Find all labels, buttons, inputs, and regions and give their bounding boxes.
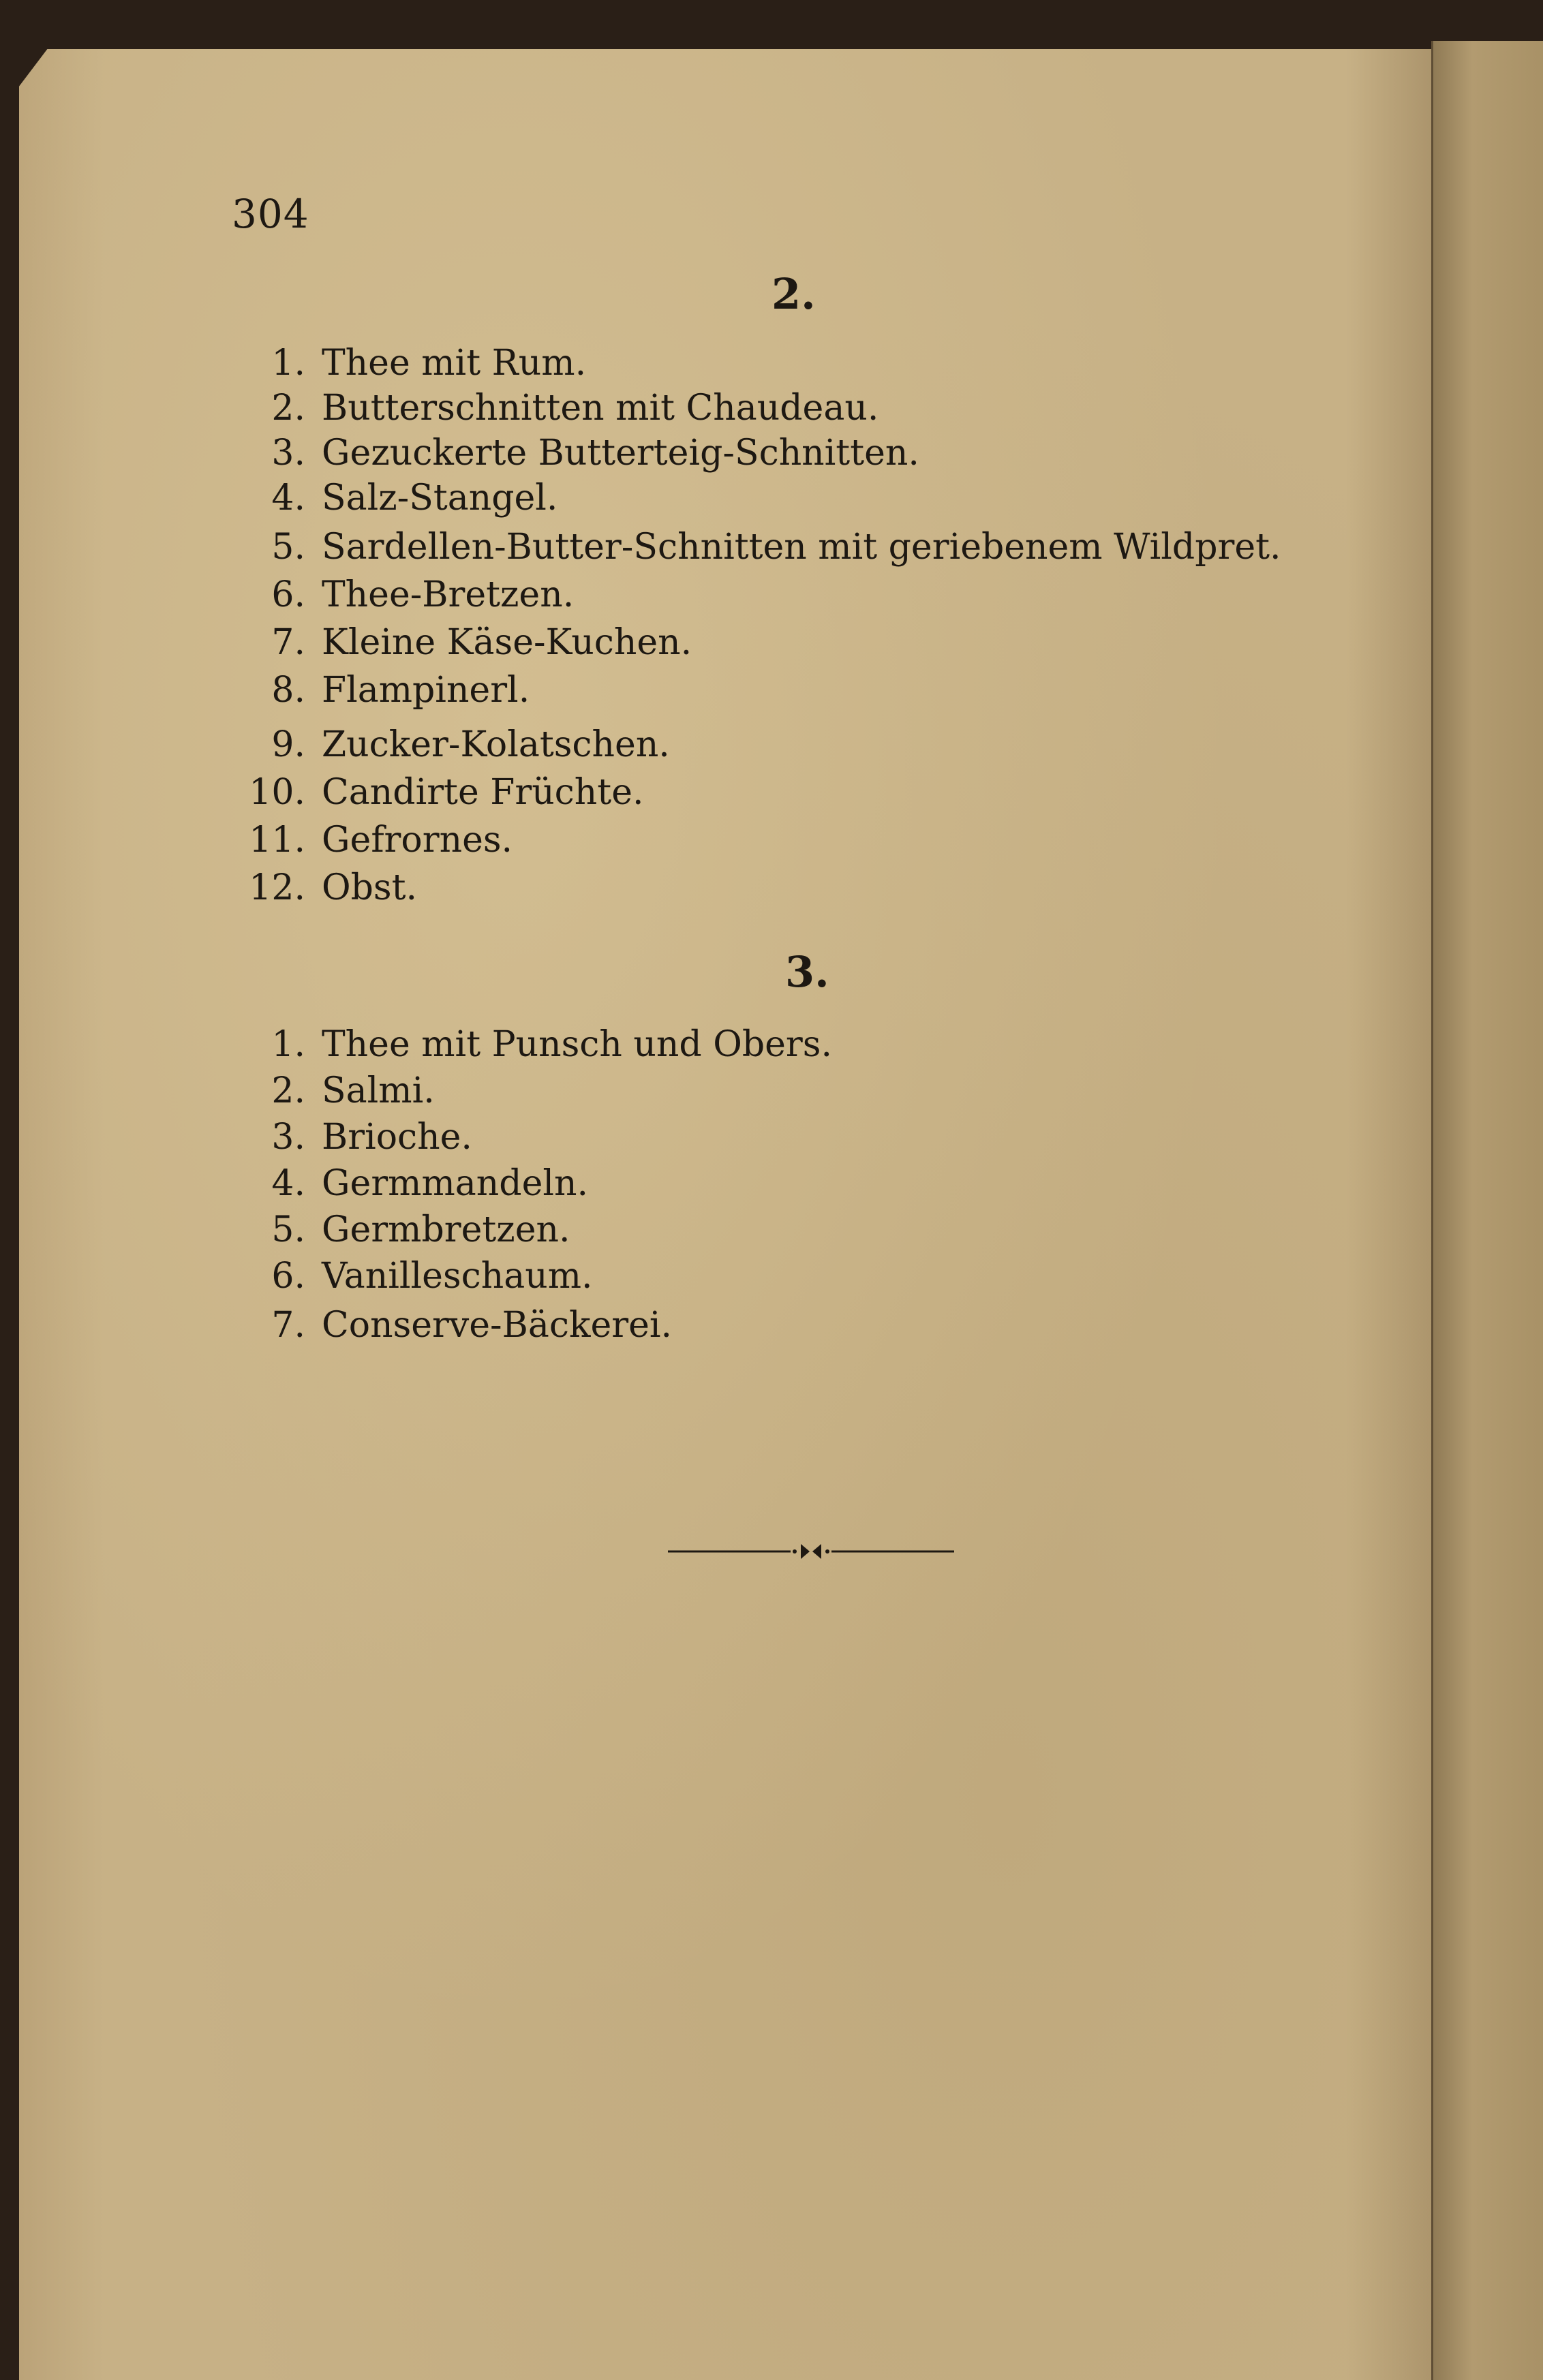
item-text: Vanilleschaum. bbox=[322, 1256, 593, 1297]
item-number: 4. bbox=[271, 478, 305, 519]
ornament-divider bbox=[668, 1534, 954, 1568]
item-text: Conserve-Bäckerei. bbox=[322, 1305, 673, 1346]
item-text: Zucker-Kolatschen. bbox=[322, 724, 670, 765]
item-number: 2. bbox=[271, 1070, 305, 1111]
item-number: 5. bbox=[271, 1209, 305, 1250]
item-number: 8. bbox=[271, 670, 305, 711]
item-number: 2. bbox=[271, 388, 305, 429]
item-number: 10. bbox=[249, 772, 305, 813]
item-number: 6. bbox=[271, 1256, 305, 1297]
list-item bbox=[225, 431, 919, 476]
item-number: 3. bbox=[271, 433, 305, 474]
list-item bbox=[225, 1068, 435, 1113]
item-number: 5. bbox=[271, 527, 305, 568]
list-item bbox=[225, 722, 670, 767]
item-number: 7. bbox=[271, 1305, 305, 1346]
item-text: Gezuckerte Butterteig-Schnitten. bbox=[322, 433, 919, 474]
item-text: Germmandeln. bbox=[322, 1163, 588, 1204]
section-heading-3: 3. bbox=[785, 947, 829, 997]
list-item bbox=[225, 1022, 832, 1067]
list-item bbox=[225, 1254, 593, 1299]
item-number: 4. bbox=[271, 1163, 305, 1204]
item-text: Gefrornes. bbox=[322, 820, 513, 861]
section-heading-2: 2. bbox=[772, 269, 816, 319]
list-item bbox=[225, 865, 417, 910]
list-item bbox=[225, 818, 513, 863]
item-number: 12. bbox=[249, 867, 305, 908]
item-text: Candirte Früchte. bbox=[322, 772, 644, 813]
item-text: Germbretzen. bbox=[322, 1209, 570, 1250]
item-text: Thee-Bretzen. bbox=[322, 574, 575, 615]
facing-page-edge bbox=[1431, 41, 1543, 2380]
item-number: 3. bbox=[271, 1117, 305, 1158]
list-item bbox=[225, 1303, 672, 1348]
item-text: Flampinerl. bbox=[322, 670, 530, 711]
list-item bbox=[225, 341, 586, 386]
item-text: Kleine Käse-Kuchen. bbox=[322, 622, 692, 663]
item-number: 11. bbox=[249, 820, 305, 861]
item-text: Salz-Stangel. bbox=[322, 478, 558, 519]
item-text: Sardellen-Butter-Schnitten mit geriebenem Wildpret. bbox=[322, 527, 1281, 568]
item-text: Thee mit Rum. bbox=[322, 343, 587, 384]
item-number: 1. bbox=[271, 1024, 305, 1065]
list-item bbox=[225, 525, 1281, 570]
item-text: Obst. bbox=[322, 867, 418, 908]
list-item bbox=[225, 572, 574, 617]
list-item bbox=[225, 476, 557, 521]
item-text: Salmi. bbox=[322, 1070, 435, 1111]
list-item bbox=[225, 1115, 472, 1160]
item-number: 6. bbox=[271, 574, 305, 615]
list-item bbox=[225, 668, 530, 713]
page-number: 304 bbox=[232, 191, 309, 237]
item-number: 9. bbox=[271, 724, 305, 765]
item-text: Butterschnitten mit Chaudeau. bbox=[322, 388, 879, 429]
item-number: 7. bbox=[271, 622, 305, 663]
list-item bbox=[225, 620, 692, 665]
item-text: Thee mit Punsch und Obers. bbox=[322, 1024, 832, 1065]
list-item bbox=[225, 386, 879, 431]
list-item bbox=[225, 770, 644, 815]
item-number: 1. bbox=[271, 343, 305, 384]
item-text: Brioche. bbox=[322, 1117, 472, 1158]
list-item bbox=[225, 1207, 570, 1252]
list-item bbox=[225, 1161, 588, 1206]
